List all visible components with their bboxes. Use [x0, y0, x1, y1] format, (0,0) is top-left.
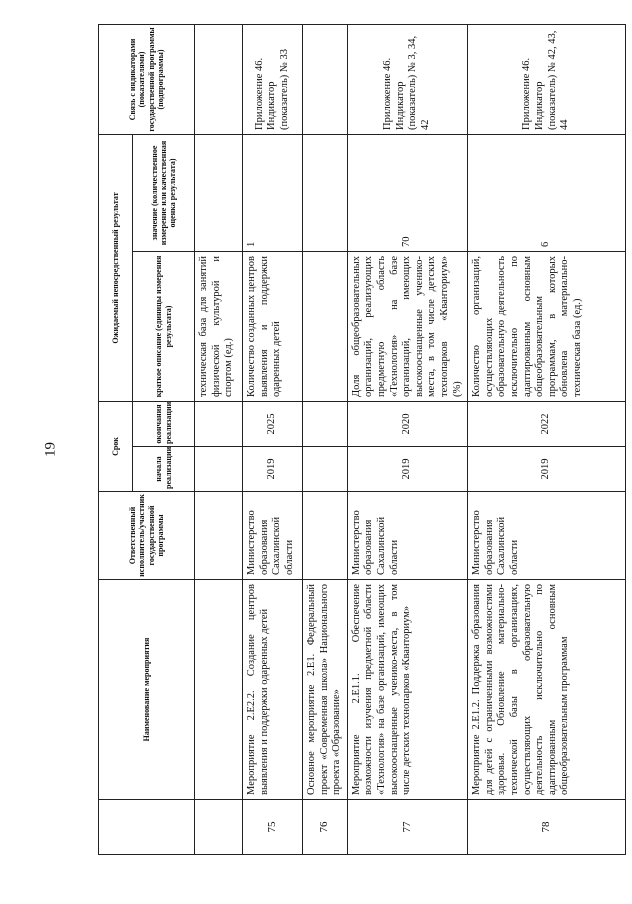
cell-desc: Доля общеобразовательных организаций, реализующих предметную область «Технология» на базе организаций, имеющих высокооснащенные ученико-места, в том числе детских технопарков «Кванториум» (%): [347, 252, 467, 402]
cell-num: [195, 800, 243, 855]
page-number: 19: [42, 442, 59, 457]
cell-start: 2019: [468, 447, 626, 492]
cell-end: [303, 402, 348, 447]
cell-value: [195, 135, 243, 252]
cell-name: [195, 580, 243, 800]
cell-desc: [303, 252, 348, 402]
rotated-page: [98, 25, 618, 855]
cell-num: 75: [243, 800, 303, 855]
header-name: Наименование мероприятия: [99, 580, 195, 800]
cell-end: 2025: [243, 402, 303, 447]
header-expected: Ожидаемый непосредственный результат: [99, 135, 133, 402]
cell-value: 1: [243, 135, 303, 252]
cell-link: [195, 25, 243, 135]
cell-name: Мероприятие 2.Е2.2. Создание центров выявления и поддержки одаренных детей: [243, 580, 303, 800]
cell-responsible: Министерство образования Сахалинской области: [243, 492, 303, 580]
cell-value: 70: [347, 135, 467, 252]
cell-value: [303, 135, 348, 252]
header-term: Срок: [99, 402, 133, 492]
header-expected-desc: краткое описание (единицы измерения результата): [133, 252, 195, 402]
header-expected-value: значение (количественное измерение или качественная оценка результата): [133, 135, 195, 252]
cell-name: Основное мероприятие 2.Е1. Федеральный проект «Современная школа» Национального проекта «Образование»: [303, 580, 348, 800]
table-row: [195, 25, 243, 855]
header-link: Связь с индикаторами (показателями) государственной программы (подпрограммы): [99, 25, 195, 135]
cell-link: Приложение 46. Индикатор (показатель) № 42, 43, 44: [468, 25, 626, 135]
cell-start: 2019: [347, 447, 467, 492]
header-term-start: начала реализации: [133, 447, 195, 492]
cell-name: Мероприятие 2.Е1.2. Поддержка образования для детей с ограниченными возможностями здоровья. Обновление материально-технической базы в организациях, осуществляющих образовательную деятельность исключительно по адаптированным основным общеобразовательным программам: [468, 580, 626, 800]
cell-start: [195, 447, 243, 492]
cell-end: 2020: [347, 402, 467, 447]
table-row: [243, 25, 303, 855]
cell-num: 76: [303, 800, 348, 855]
cell-name: Мероприятие 2.Е1.1. Обеспечение возможности изучения предметной области «Технология» на базе организаций, имеющих высокооснащенные ученико-места, в том числе детских технопарков «Кванториум»: [347, 580, 467, 800]
cell-end: 2022: [468, 402, 626, 447]
cell-num: 77: [347, 800, 467, 855]
header-term-end: окончания реализации: [133, 402, 195, 447]
cell-start: 2019: [243, 447, 303, 492]
table-row: [303, 25, 348, 855]
table-row: [347, 25, 467, 855]
cell-link: Приложение 46. Индикатор (показатель) № 33: [243, 25, 303, 135]
cell-start: [303, 447, 348, 492]
table-row: [468, 25, 626, 855]
cell-value: 6: [468, 135, 626, 252]
cell-responsible: [195, 492, 243, 580]
cell-link: [303, 25, 348, 135]
cell-desc: техническая база для занятий физической культурой и спортом (ед.): [195, 252, 243, 402]
cell-num: 78: [468, 800, 626, 855]
cell-link: Приложение 46. Индикатор (показатель) № 3, 34, 42: [347, 25, 467, 135]
cell-desc: Количество созданных центров выявления и поддержки одаренных детей: [243, 252, 303, 402]
header-num: [99, 800, 195, 855]
cell-responsible: [303, 492, 348, 580]
cell-desc: Количество организаций, осуществляющих образовательную деятельность исключительно по адаптированным основным общеобразовательным программам, в которых обновлена материально-техническая база (ед.): [468, 252, 626, 402]
cell-end: [195, 402, 243, 447]
cell-responsible: Министерство образования Сахалинской области: [347, 492, 467, 580]
program-table: [98, 24, 626, 855]
cell-responsible: Министерство образования Сахалинской области: [468, 492, 626, 580]
header-responsible: Ответственный исполнитель/участник государственной программы: [99, 492, 195, 580]
